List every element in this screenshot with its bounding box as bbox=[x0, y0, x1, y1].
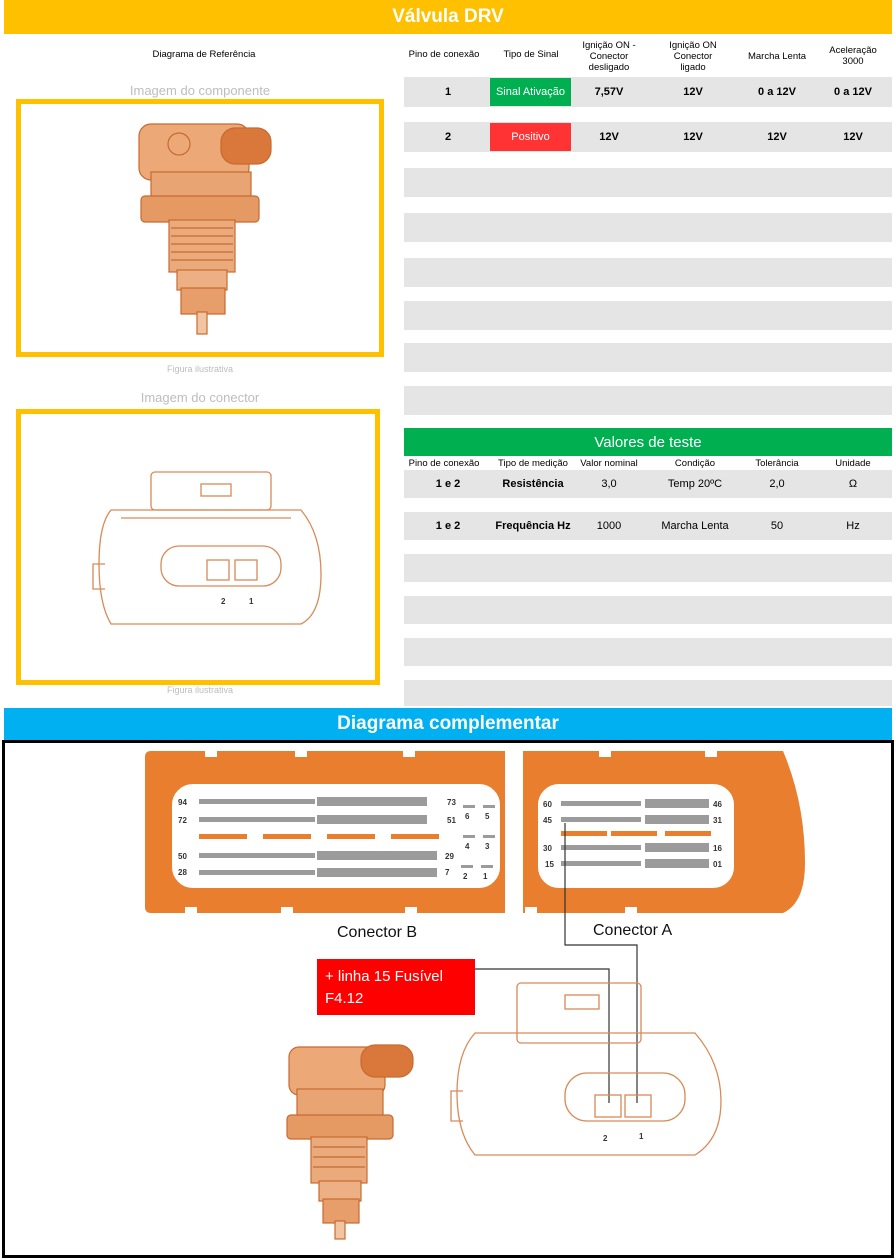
header-reference-diagram: Diagrama de Referência bbox=[152, 48, 256, 60]
empty-row bbox=[404, 680, 892, 706]
test-1-condition: Temp 20ºC bbox=[667, 478, 723, 490]
ecu-a-pin-31: 31 bbox=[713, 816, 722, 825]
empty-row bbox=[404, 386, 892, 415]
pin-2-ign-on: 12V bbox=[683, 131, 703, 143]
ecu-wiring-diagram bbox=[5, 743, 891, 1255]
header-ign-on: Ignição ON Conector ligado bbox=[669, 39, 717, 73]
test-2-pin: 1 e 2 bbox=[435, 520, 461, 532]
complementary-title: Diagrama complementar bbox=[4, 708, 892, 740]
pin-1-signal-badge: Sinal Ativação bbox=[490, 78, 571, 106]
empty-row bbox=[404, 638, 892, 666]
connector-pin-label-1: 1 bbox=[249, 597, 254, 606]
connector-pin-1: 1 bbox=[639, 1132, 644, 1141]
pin-2-ign-off: 12V bbox=[599, 131, 619, 143]
component-image-label: Imagem do componente bbox=[129, 83, 271, 98]
ecu-b-pin-7: 7 bbox=[445, 868, 450, 877]
pin-1-ign-off: 7,57V bbox=[594, 86, 624, 98]
pin-2-number: 2 bbox=[444, 131, 452, 143]
test-1-type: Resistência bbox=[502, 478, 564, 490]
ecu-b-pin-2: 2 bbox=[463, 872, 468, 881]
wire-positive bbox=[473, 969, 609, 1103]
header-idle: Marcha Lenta bbox=[747, 50, 807, 62]
ecu-a-pin-60: 60 bbox=[543, 800, 552, 809]
connector-pin-label-2: 2 bbox=[221, 597, 226, 606]
test-header-nominal: Valor nominal bbox=[580, 457, 638, 469]
header-ign-off: Ignição ON - Conector desligado bbox=[582, 39, 636, 73]
pin-1-accel: 0 a 12V bbox=[834, 86, 872, 98]
connector-image-label: Imagem do conector bbox=[140, 390, 260, 405]
test-values-title: Valores de teste bbox=[404, 428, 892, 456]
connector-outline bbox=[451, 983, 721, 1155]
drv-valve-image-bottom bbox=[287, 1045, 413, 1239]
component-image-frame bbox=[16, 99, 384, 357]
test-2-unit: Hz bbox=[846, 520, 860, 532]
connector-b-label: Conector B bbox=[337, 924, 418, 941]
ecu-b-pin-94: 94 bbox=[178, 798, 187, 807]
ecu-b-pin-5: 5 bbox=[485, 812, 490, 821]
test-2-type: Frequência Hz bbox=[495, 520, 571, 532]
empty-row bbox=[404, 343, 892, 372]
header-pin: Pino de conexão bbox=[408, 48, 480, 60]
empty-row bbox=[404, 168, 892, 197]
empty-row bbox=[404, 301, 892, 330]
drv-valve-image bbox=[21, 104, 379, 352]
pin-1-idle: 0 a 12V bbox=[758, 86, 796, 98]
empty-row bbox=[404, 596, 892, 624]
fuse-note-line-1: + linha 15 Fusível bbox=[325, 968, 443, 985]
connector-pin-2: 2 bbox=[603, 1134, 608, 1143]
test-header-tolerance: Tolerância bbox=[755, 457, 799, 469]
test-1-tolerance: 2,0 bbox=[769, 478, 785, 490]
pin-2-idle: 12V bbox=[767, 131, 787, 143]
test-2-nominal: 1000 bbox=[596, 520, 622, 532]
ecu-b-pin-51: 51 bbox=[447, 816, 456, 825]
complementary-diagram bbox=[2, 740, 894, 1258]
pin-2-signal-badge: Positivo bbox=[490, 123, 571, 151]
test-header-type: Tipo de medição bbox=[498, 457, 568, 469]
page-title: Válvula DRV bbox=[4, 0, 892, 34]
pin-1-ign-on: 12V bbox=[683, 86, 703, 98]
header-accel: Aceleração 3000 bbox=[829, 45, 877, 67]
ecu-a-pin-15: 15 bbox=[545, 860, 554, 869]
connector-image-frame bbox=[16, 409, 380, 685]
ecu-b-pin-4: 4 bbox=[465, 842, 470, 851]
ecu-a-pin-46: 46 bbox=[713, 800, 722, 809]
connector-a-label: Conector A bbox=[593, 922, 673, 939]
ecu-b-pin-28: 28 bbox=[178, 868, 187, 877]
header-signal-type: Tipo de Sinal bbox=[503, 48, 559, 60]
empty-row bbox=[404, 258, 892, 287]
ecu-a-pin-45: 45 bbox=[543, 816, 552, 825]
ecu-b-pin-1: 1 bbox=[483, 872, 488, 881]
test-1-pin: 1 e 2 bbox=[435, 478, 461, 490]
test-2-condition: Marcha Lenta bbox=[661, 520, 729, 532]
component-image-caption: Figura ilustrativa bbox=[166, 364, 234, 374]
test-2-tolerance: 50 bbox=[770, 520, 784, 532]
test-header-unit: Unidade bbox=[835, 457, 871, 469]
pin-1-number: 1 bbox=[444, 86, 452, 98]
ecu-b-pin-29: 29 bbox=[445, 852, 454, 861]
ecu-b-pin-73: 73 bbox=[447, 798, 456, 807]
empty-row bbox=[404, 554, 892, 582]
ecu-b-pin-6: 6 bbox=[465, 812, 470, 821]
test-1-nominal: 3,0 bbox=[601, 478, 617, 490]
test-header-pin: Pino de conexão bbox=[408, 457, 480, 469]
test-1-unit: Ω bbox=[848, 478, 858, 490]
ecu-b-pin-50: 50 bbox=[178, 852, 187, 861]
ecu-b-pin-72: 72 bbox=[178, 816, 187, 825]
connector-drawing bbox=[21, 414, 375, 680]
fuse-note-line-2: F4.12 bbox=[325, 990, 364, 1007]
empty-row bbox=[404, 213, 892, 242]
pin-2-accel: 12V bbox=[843, 131, 863, 143]
ecu-a-pin-16: 16 bbox=[713, 844, 722, 853]
ecu-a-pin-30: 30 bbox=[543, 844, 552, 853]
ecu-a-pin-01: 01 bbox=[713, 860, 722, 869]
ecu-b-pin-3: 3 bbox=[485, 842, 490, 851]
test-header-condition: Condição bbox=[674, 457, 716, 469]
connector-image-caption: Figura ilustrativa bbox=[166, 685, 234, 695]
